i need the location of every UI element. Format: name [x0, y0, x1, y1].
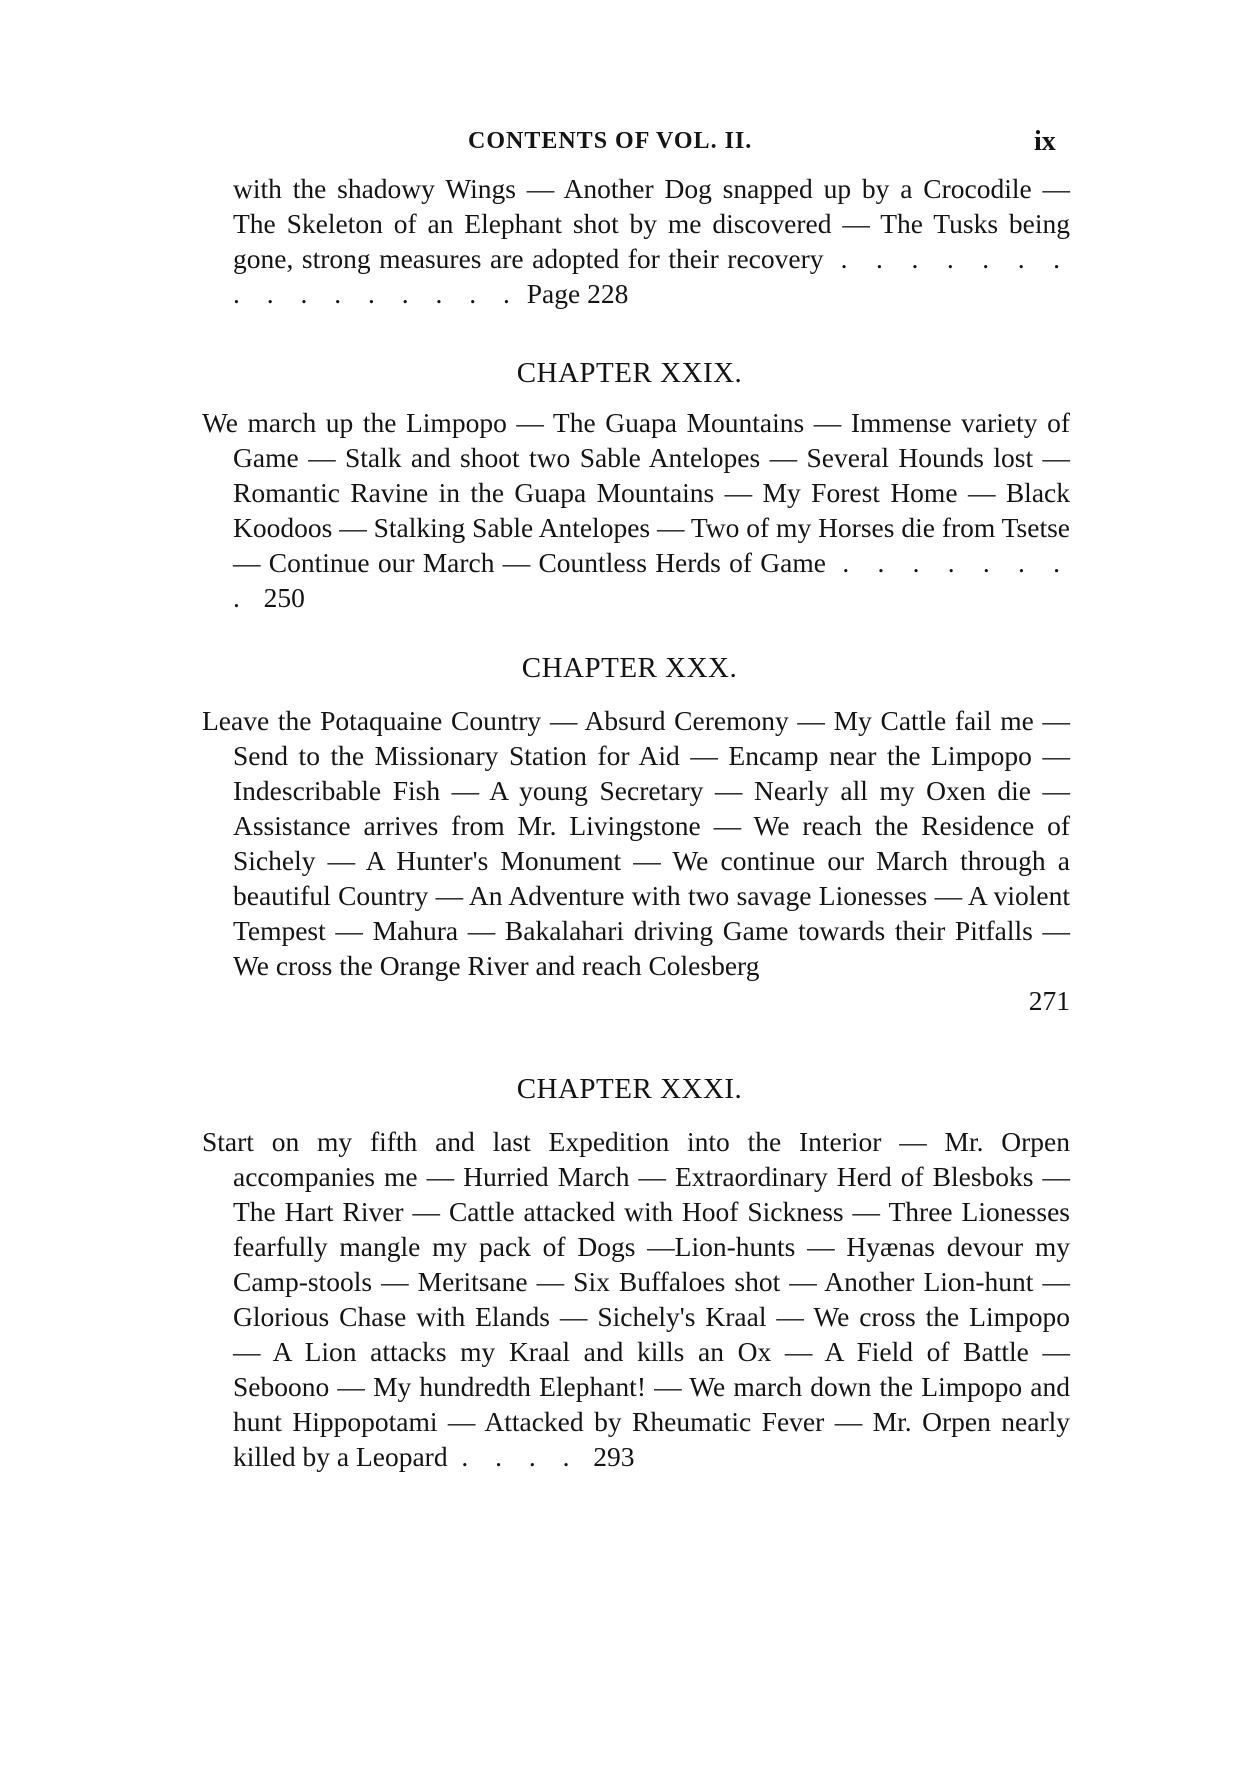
- contents-entry-continued: [233, 171, 1070, 311]
- entry-synopsis: We march up the Limpopo — The Guapa Mountains — Immense variety of Game — Stalk and shoot two Sable Antelopes — Several Hounds lost — Romantic Ravine in the Guapa Mountains — My Forest Home — Black Koodoos — Stalking Sable Antelopes — Two of my Horses die from Tsetse — Continue our March — Countless Herds of Game: [202, 407, 1070, 578]
- entry-page-ref: 271: [1028, 985, 1070, 1016]
- entry-page-ref: Page 228: [526, 278, 629, 309]
- contents-entry: [202, 1124, 1070, 1474]
- chapter-heading: CHAPTER XXXI.: [516, 1073, 743, 1105]
- entry-synopsis: Start on my fifth and last Expedition into the Interior — Mr. Orpen accompanies me — Hurried March — Extraordinary Herd of Blesboks — The Hart River — Cattle attacked with Hoof Sickness — Three Lionesses fearfully mangle my pack of Dogs —Lion-hunts — Hyænas devour my Camp-stools — Meritsane — Six Buffaloes shot — Another Lion-hunt — Glorious Chase with Elands — Sichely's Kraal — We cross the Limpopo — A Lion attacks my Kraal and kills an Ox — A Field of Battle — Seboono — My hundredth Elephant! — We march down the Limpopo and hunt Hippopotami — Attacked by Rheumatic Fever — Mr. Orpen nearly killed by a Leopard: [202, 1126, 1070, 1472]
- running-head: [0, 128, 1259, 160]
- running-title: CONTENTS OF VOL. II.: [468, 128, 753, 154]
- entry-text-wrapper: [202, 1124, 1070, 1474]
- entry-page-ref: 293: [593, 1441, 635, 1472]
- contents-entry: [202, 405, 1070, 615]
- chapter-heading: CHAPTER XXIX.: [516, 357, 743, 389]
- entry-text-wrapper: [202, 703, 1070, 1018]
- entry-synopsis: Leave the Potaquaine Country — Absurd Ceremony — My Cattle fail me — Send to the Missionary Station for Aid — Encamp near the Limpopo — Indescribable Fish — A young Secretary — Nearly all my Oxen die — Assistance arrives from Mr. Livingstone — We reach the Residence of Sichely — A Hunter's Monument — We continue our March through a beautiful Country — An Adventure with two savage Lionesses — A violent Tempest — Mahura — Bakalahari driving Game towards their Pitfalls — We cross the Orange River and reach Colesberg: [202, 705, 1070, 981]
- dot-leader: . . . .: [461, 1441, 580, 1472]
- entry-text-wrapper: [233, 171, 1070, 311]
- dot-leader: . . . . . . . . . . . . . . . .: [233, 243, 1070, 309]
- dot-leader: . . . . . . . .: [233, 547, 1070, 613]
- entry-text-wrapper: [202, 405, 1070, 615]
- page-number: ix: [1034, 126, 1056, 157]
- contents-entry: [202, 703, 1070, 1018]
- entry-page-ref: 250: [263, 582, 305, 613]
- chapter-heading: CHAPTER XXX.: [521, 652, 738, 684]
- entry-synopsis: with the shadowy Wings — Another Dog snapped up by a Crocodile — The Skeleton of an Elephant shot by me discovered — The Tusks being gone, strong measures are adopted for their recovery: [233, 173, 1070, 274]
